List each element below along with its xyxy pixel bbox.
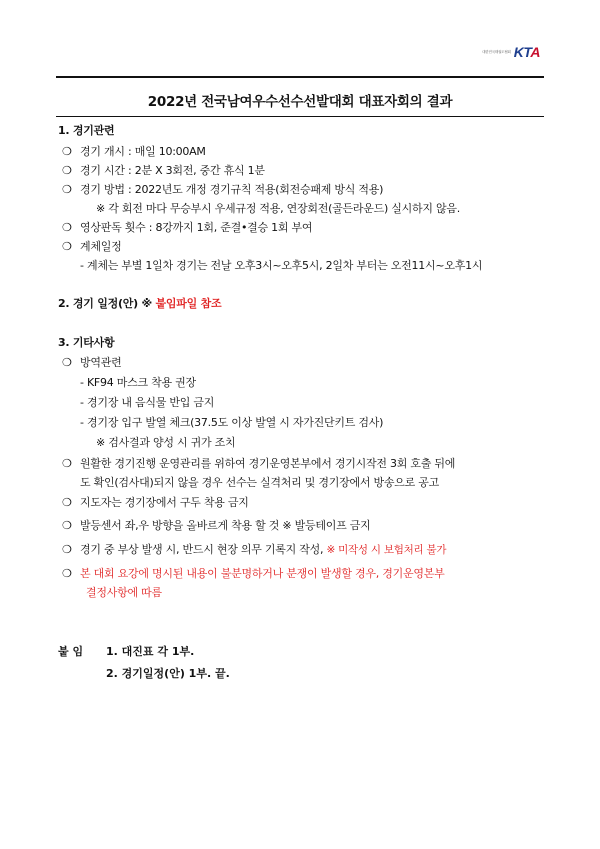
attachment-label: 붙 임 (58, 645, 84, 658)
section1-item-1 (62, 145, 206, 159)
section2-heading-text: 2. 경기 일정(안) ※ (58, 297, 152, 310)
bullet-icon: ❍ (62, 496, 72, 509)
bullet-icon: ❍ (62, 240, 72, 253)
section1-subitem: - 계체는 부별 1일차 경기는 전날 오후3시~오후5시, 2일차 부터는 오전11시~오후1시 (80, 259, 483, 272)
section1-note: ※ 각 회전 마다 무승부시 우세규정 적용, 연장회전(골든라운드) 실시하지 않음. (96, 202, 461, 215)
bullet-icon: ❍ (62, 221, 72, 234)
section3-subitem-3: - 경기장 입구 발열 체크(37.5도 이상 발열 시 자가진단키트 검사) (80, 416, 384, 429)
item-text: 본 대회 요강에 명시된 내용이 불분명하거나 분쟁이 발생할 경우, 경기운영본부 (80, 567, 445, 580)
section3-item-2-cont: 도 확인(검사대)되지 않을 경우 선수는 실격처리 및 경기장에서 방송으로 공고 (80, 476, 439, 489)
bullet-icon: ❍ (62, 519, 72, 532)
title-bottom-rule (56, 116, 544, 117)
section3-subitem-1: - KF94 마스크 착용 권장 (80, 376, 196, 389)
section3-item-3 (62, 496, 249, 510)
section2-reference: 붙임파일 참조 (155, 297, 222, 310)
section2-heading (58, 297, 221, 311)
section1-item-3 (62, 183, 383, 197)
bullet-icon: ❍ (62, 356, 72, 369)
section3-subitem-2: - 경기장 내 음식물 반입 금지 (80, 396, 215, 409)
item-text: 영상판독 횟수 : 8강까지 1회, 준결•결승 1회 부여 (80, 221, 313, 234)
item-text: 지도자는 경기장에서 구두 착용 금지 (80, 496, 249, 509)
section3-item-6 (62, 567, 445, 581)
bullet-icon: ❍ (62, 457, 72, 470)
section3-item-4 (62, 519, 370, 533)
bullet-icon: ❍ (62, 164, 72, 177)
item-text: 발등센서 좌,우 방향을 올바르게 착용 할 것 ※ 발등테이프 금지 (80, 519, 371, 532)
document-title: 2022년 전국남여우수선수선발대회 대표자회의 결과 (147, 94, 453, 110)
item-text: 경기 중 부상 발생 시, 반드시 현장 의무 기록지 작성, (80, 543, 324, 556)
attachment-item-1: 1. 대진표 각 1부. (106, 645, 195, 658)
title-top-rule (56, 76, 544, 78)
section3-heading: 3. 기타사항 (58, 336, 115, 349)
bullet-icon: ❍ (62, 567, 72, 580)
section3-note: ※ 검사결과 양성 시 귀가 조치 (96, 436, 236, 449)
kta-logo (470, 44, 540, 60)
section1-item-4 (62, 221, 312, 235)
section3-item-5 (62, 543, 446, 557)
attachment-item-2: 2. 경기일정(안) 1부. 끝. (106, 667, 230, 680)
section1-item-5 (62, 240, 122, 254)
bullet-icon: ❍ (62, 145, 72, 158)
item-text: 원활한 경기진행 운영관리를 위하여 경기운영본부에서 경기시작전 3회 호출 뒤에 (80, 457, 456, 470)
section1-heading: 1. 경기관련 (58, 124, 115, 137)
section3-item-2 (62, 457, 455, 471)
logo-mark (514, 45, 540, 59)
item-text: 방역관련 (80, 356, 122, 369)
section3-item-6-cont: 결정사항에 따름 (86, 586, 162, 599)
section3-item-1 (62, 356, 122, 370)
bullet-icon: ❍ (62, 543, 72, 556)
logo-letter-k: K (513, 44, 524, 60)
logo-letter-t: T (523, 44, 531, 60)
item-text: 경기 개시 : 매일 10:00AM (80, 145, 206, 158)
logo-subtitle: 대한민국태권도협회 (482, 49, 511, 54)
logo-letter-a: A (530, 44, 540, 60)
insurance-warning: ※ 미작성 시 보험처리 불가 (326, 544, 447, 556)
section1-item-2 (62, 164, 265, 178)
item-text: 경기 방법 : 2022년도 개정 경기규칙 적용(회전승패제 방식 적용) (80, 183, 384, 196)
item-text: 경기 시간 : 2분 X 3회전, 중간 휴식 1분 (80, 164, 265, 177)
item-text: 계체일정 (80, 240, 122, 253)
bullet-icon: ❍ (62, 183, 72, 196)
